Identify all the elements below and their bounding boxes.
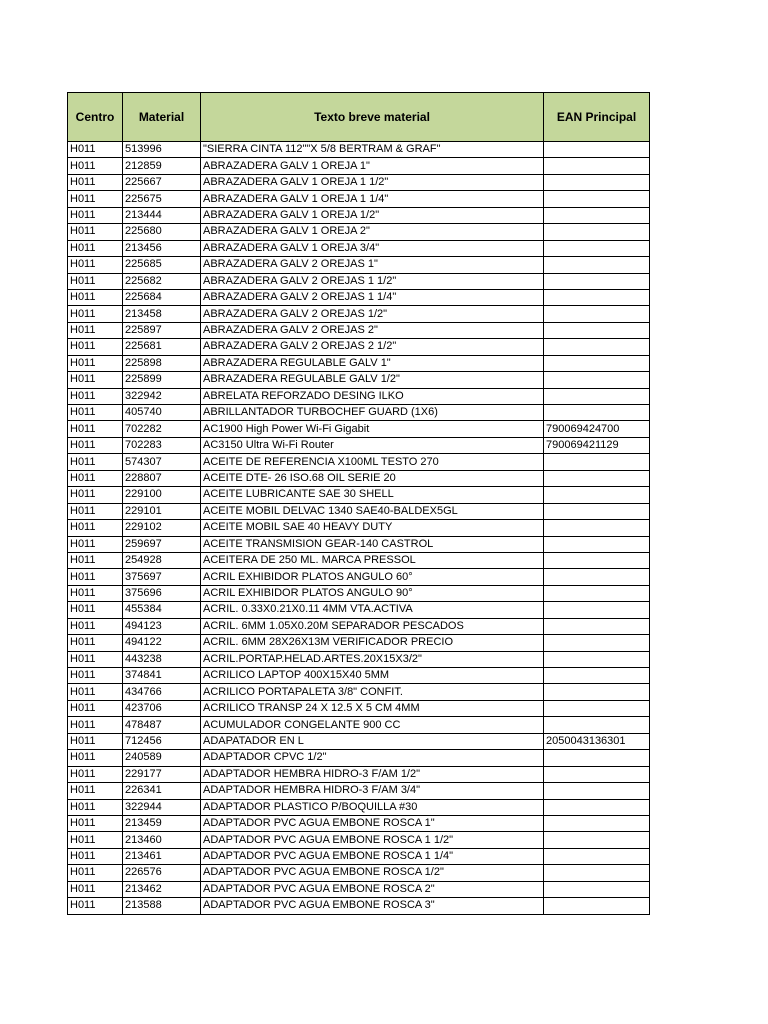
table-row [68, 257, 650, 273]
cell-centro: H011 [68, 815, 123, 831]
cell-ean [544, 684, 650, 700]
cell-material: 434766 [123, 684, 201, 700]
cell-texto-breve: ADAPTADOR HEMBRA HIDRO-3 F/AM 1/2" [201, 766, 544, 782]
table-row [68, 552, 650, 568]
cell-texto-breve: ABRAZADERA GALV 2 OREJAS 1 1/4" [201, 289, 544, 305]
cell-centro: H011 [68, 668, 123, 684]
cell-ean [544, 766, 650, 782]
cell-centro: H011 [68, 569, 123, 585]
cell-texto-breve: ABRAZADERA GALV 2 OREJAS 1/2" [201, 306, 544, 322]
cell-centro: H011 [68, 273, 123, 289]
cell-ean [544, 322, 650, 338]
table-row [68, 503, 650, 519]
table-row [68, 848, 650, 864]
cell-material: 322944 [123, 799, 201, 815]
cell-material: 225899 [123, 372, 201, 388]
cell-texto-breve: ABRILLANTADOR TURBOCHEF GUARD (1X6) [201, 405, 544, 421]
cell-ean [544, 552, 650, 568]
cell-centro: H011 [68, 552, 123, 568]
cell-centro: H011 [68, 684, 123, 700]
cell-material: 225680 [123, 224, 201, 240]
cell-ean [544, 848, 650, 864]
table-row [68, 815, 650, 831]
cell-texto-breve: ABRAZADERA GALV 2 OREJAS 2" [201, 322, 544, 338]
cell-ean [544, 602, 650, 618]
cell-ean [544, 783, 650, 799]
material-table [67, 92, 650, 915]
cell-centro: H011 [68, 322, 123, 338]
cell-material: 225682 [123, 273, 201, 289]
cell-texto-breve: ACRIL. 0.33X0.21X0.11 4MM VTA.ACTIVA [201, 602, 544, 618]
table-row [68, 618, 650, 634]
cell-texto-breve: ACRILICO LAPTOP 400X15X40 5MM [201, 668, 544, 684]
cell-centro: H011 [68, 602, 123, 618]
cell-material: 213462 [123, 881, 201, 897]
cell-centro: H011 [68, 536, 123, 552]
cell-centro: H011 [68, 224, 123, 240]
cell-centro: H011 [68, 733, 123, 749]
cell-texto-breve: ACEITE MOBIL SAE 40 HEAVY DUTY [201, 520, 544, 536]
cell-material: 213588 [123, 898, 201, 914]
table-row [68, 717, 650, 733]
cell-material: 574307 [123, 454, 201, 470]
cell-ean [544, 815, 650, 831]
cell-material: 225898 [123, 355, 201, 371]
cell-ean [544, 569, 650, 585]
table-row [68, 783, 650, 799]
header-texto-breve-material: Texto breve material [201, 93, 544, 142]
cell-material: 478487 [123, 717, 201, 733]
cell-ean [544, 372, 650, 388]
cell-material: 213460 [123, 832, 201, 848]
cell-ean [544, 832, 650, 848]
cell-material: 443238 [123, 651, 201, 667]
table-row [68, 733, 650, 749]
cell-centro: H011 [68, 865, 123, 881]
table-row [68, 240, 650, 256]
table-row [68, 881, 650, 897]
cell-ean [544, 306, 650, 322]
table-row [68, 536, 650, 552]
cell-material: 212859 [123, 158, 201, 174]
cell-centro: H011 [68, 289, 123, 305]
table-row [68, 437, 650, 453]
table-row [68, 355, 650, 371]
cell-texto-breve: ABRAZADERA GALV 1 OREJA 2" [201, 224, 544, 240]
cell-material: 423706 [123, 700, 201, 716]
cell-texto-breve: ADAPTADOR PVC AGUA EMBONE ROSCA 1 1/4" [201, 848, 544, 864]
table-row [68, 322, 650, 338]
cell-centro: H011 [68, 651, 123, 667]
cell-ean [544, 339, 650, 355]
cell-ean [544, 503, 650, 519]
table-row [68, 207, 650, 223]
cell-ean [544, 520, 650, 536]
table-row [68, 569, 650, 585]
cell-ean: 2050043136301 [544, 733, 650, 749]
cell-material: 494123 [123, 618, 201, 634]
header-row [68, 93, 650, 142]
cell-ean [544, 700, 650, 716]
cell-centro: H011 [68, 355, 123, 371]
cell-centro: H011 [68, 437, 123, 453]
cell-texto-breve: ABRAZADERA GALV 2 OREJAS 2 1/2" [201, 339, 544, 355]
cell-ean [544, 881, 650, 897]
cell-material: 226576 [123, 865, 201, 881]
cell-ean [544, 750, 650, 766]
cell-ean [544, 668, 650, 684]
cell-ean [544, 898, 650, 914]
cell-ean [544, 388, 650, 404]
table-row [68, 454, 650, 470]
cell-ean [544, 585, 650, 601]
cell-material: 702283 [123, 437, 201, 453]
cell-centro: H011 [68, 191, 123, 207]
cell-texto-breve: ABRAZADERA GALV 2 OREJAS 1 1/2" [201, 273, 544, 289]
cell-material: 229100 [123, 487, 201, 503]
cell-centro: H011 [68, 848, 123, 864]
cell-texto-breve: ADAPTADOR HEMBRA HIDRO-3 F/AM 3/4" [201, 783, 544, 799]
cell-centro: H011 [68, 783, 123, 799]
cell-texto-breve: ADAPTADOR PLASTICO P/BOQUILLA #30 [201, 799, 544, 815]
cell-material: 225897 [123, 322, 201, 338]
cell-texto-breve: ABRAZADERA GALV 1 OREJA 1 1/4" [201, 191, 544, 207]
cell-texto-breve: ABRAZADERA GALV 1 OREJA 1/2" [201, 207, 544, 223]
cell-material: 226341 [123, 783, 201, 799]
cell-texto-breve: ACUMULADOR CONGELANTE 900 CC [201, 717, 544, 733]
cell-texto-breve: ACEITE MOBIL DELVAC 1340 SAE40-BALDEX5GL [201, 503, 544, 519]
cell-centro: H011 [68, 372, 123, 388]
cell-centro: H011 [68, 158, 123, 174]
cell-texto-breve: ABRAZADERA REGULABLE GALV 1/2" [201, 372, 544, 388]
cell-material: 225681 [123, 339, 201, 355]
cell-texto-breve: ACRILICO PORTAPALETA 3/8" CONFIT. [201, 684, 544, 700]
cell-ean [544, 536, 650, 552]
cell-material: 375696 [123, 585, 201, 601]
table-row [68, 898, 650, 914]
cell-centro: H011 [68, 520, 123, 536]
cell-centro: H011 [68, 881, 123, 897]
cell-centro: H011 [68, 306, 123, 322]
cell-material: 375697 [123, 569, 201, 585]
table-row [68, 339, 650, 355]
cell-centro: H011 [68, 799, 123, 815]
cell-ean [544, 273, 650, 289]
cell-material: 225684 [123, 289, 201, 305]
table-row [68, 191, 650, 207]
cell-ean [544, 865, 650, 881]
table-row [68, 799, 650, 815]
cell-material: 322942 [123, 388, 201, 404]
cell-centro: H011 [68, 240, 123, 256]
cell-texto-breve: ABRAZADERA GALV 1 OREJA 3/4" [201, 240, 544, 256]
header-centro: Centro [68, 93, 123, 142]
cell-ean [544, 191, 650, 207]
table-row [68, 421, 650, 437]
cell-material: 229101 [123, 503, 201, 519]
cell-centro: H011 [68, 454, 123, 470]
header-material: Material [123, 93, 201, 142]
cell-ean [544, 355, 650, 371]
table-row [68, 174, 650, 190]
cell-texto-breve: "SIERRA CINTA 112""X 5/8 BERTRAM & GRAF" [201, 142, 544, 158]
table-row [68, 273, 650, 289]
cell-centro: H011 [68, 700, 123, 716]
cell-texto-breve: ADAPTADOR PVC AGUA EMBONE ROSCA 3" [201, 898, 544, 914]
cell-material: 240589 [123, 750, 201, 766]
cell-centro: H011 [68, 487, 123, 503]
cell-texto-breve: ACRILICO TRANSP 24 X 12.5 X 5 CM 4MM [201, 700, 544, 716]
cell-material: 513996 [123, 142, 201, 158]
cell-material: 213458 [123, 306, 201, 322]
cell-centro: H011 [68, 257, 123, 273]
cell-texto-breve: ADAPTADOR PVC AGUA EMBONE ROSCA 1/2" [201, 865, 544, 881]
cell-texto-breve: ABRAZADERA GALV 1 OREJA 1" [201, 158, 544, 174]
cell-ean [544, 240, 650, 256]
cell-centro: H011 [68, 750, 123, 766]
cell-ean [544, 142, 650, 158]
cell-material: 455384 [123, 602, 201, 618]
cell-texto-breve: ABRAZADERA GALV 1 OREJA 1 1/2" [201, 174, 544, 190]
table-row [68, 750, 650, 766]
cell-material: 374841 [123, 668, 201, 684]
cell-centro: H011 [68, 339, 123, 355]
table-row [68, 766, 650, 782]
cell-centro: H011 [68, 585, 123, 601]
header-ean-principal: EAN Principal [544, 93, 650, 142]
table-row [68, 520, 650, 536]
cell-ean [544, 224, 650, 240]
table-row [68, 142, 650, 158]
cell-texto-breve: ADAPATADOR EN L [201, 733, 544, 749]
cell-centro: H011 [68, 898, 123, 914]
cell-centro: H011 [68, 503, 123, 519]
table-body [68, 142, 650, 915]
cell-material: 494122 [123, 635, 201, 651]
cell-material: 213444 [123, 207, 201, 223]
cell-material: 225675 [123, 191, 201, 207]
cell-texto-breve: ACRIL.PORTAP.HELAD.ARTES.20X15X3/2" [201, 651, 544, 667]
cell-texto-breve: AC1900 High Power Wi-Fi Gigabit [201, 421, 544, 437]
table-row [68, 668, 650, 684]
cell-centro: H011 [68, 142, 123, 158]
cell-texto-breve: ACEITE TRANSMISION GEAR-140 CASTROL [201, 536, 544, 552]
cell-texto-breve: ACEITERA DE 250 ML. MARCA PRESSOL [201, 552, 544, 568]
cell-ean [544, 158, 650, 174]
cell-centro: H011 [68, 405, 123, 421]
cell-material: 254928 [123, 552, 201, 568]
table-row [68, 487, 650, 503]
cell-centro: H011 [68, 832, 123, 848]
cell-ean: 790069424700 [544, 421, 650, 437]
cell-material: 225667 [123, 174, 201, 190]
table-row [68, 832, 650, 848]
cell-ean [544, 635, 650, 651]
cell-centro: H011 [68, 207, 123, 223]
cell-ean: 790069421129 [544, 437, 650, 453]
table-row [68, 158, 650, 174]
table-row [68, 585, 650, 601]
table-row [68, 700, 650, 716]
cell-texto-breve: ACEITE DTE- 26 ISO.68 OIL SERIE 20 [201, 470, 544, 486]
table-row [68, 651, 650, 667]
cell-ean [544, 405, 650, 421]
cell-ean [544, 174, 650, 190]
cell-material: 225685 [123, 257, 201, 273]
cell-centro: H011 [68, 635, 123, 651]
table-row [68, 602, 650, 618]
table-row [68, 224, 650, 240]
cell-material: 712456 [123, 733, 201, 749]
table-row [68, 388, 650, 404]
cell-material: 702282 [123, 421, 201, 437]
cell-material: 213461 [123, 848, 201, 864]
cell-ean [544, 651, 650, 667]
cell-texto-breve: ADAPTADOR PVC AGUA EMBONE ROSCA 2" [201, 881, 544, 897]
cell-material: 213459 [123, 815, 201, 831]
cell-texto-breve: ADAPTADOR CPVC 1/2" [201, 750, 544, 766]
cell-material: 229102 [123, 520, 201, 536]
table-row [68, 372, 650, 388]
cell-ean [544, 207, 650, 223]
cell-texto-breve: ADAPTADOR PVC AGUA EMBONE ROSCA 1 1/2" [201, 832, 544, 848]
cell-centro: H011 [68, 174, 123, 190]
cell-material: 259697 [123, 536, 201, 552]
cell-material: 213456 [123, 240, 201, 256]
cell-ean [544, 289, 650, 305]
cell-ean [544, 487, 650, 503]
cell-material: 405740 [123, 405, 201, 421]
cell-texto-breve: ACEITE DE REFERENCIA X100ML TESTO 270 [201, 454, 544, 470]
cell-texto-breve: ADAPTADOR PVC AGUA EMBONE ROSCA 1" [201, 815, 544, 831]
cell-texto-breve: ACRIL EXHIBIDOR PLATOS ANGULO 90° [201, 585, 544, 601]
cell-texto-breve: ACRIL. 6MM 1.05X0.20M SEPARADOR PESCADOS [201, 618, 544, 634]
cell-ean [544, 454, 650, 470]
cell-centro: H011 [68, 766, 123, 782]
table-row [68, 289, 650, 305]
cell-texto-breve: ABRAZADERA REGULABLE GALV 1" [201, 355, 544, 371]
cell-centro: H011 [68, 618, 123, 634]
cell-texto-breve: AC3150 Ultra Wi-Fi Router [201, 437, 544, 453]
cell-ean [544, 618, 650, 634]
cell-centro: H011 [68, 470, 123, 486]
table-row [68, 306, 650, 322]
table-row [68, 635, 650, 651]
cell-centro: H011 [68, 421, 123, 437]
cell-material: 228807 [123, 470, 201, 486]
table-row [68, 684, 650, 700]
table-row [68, 470, 650, 486]
cell-ean [544, 717, 650, 733]
cell-ean [544, 470, 650, 486]
cell-ean [544, 799, 650, 815]
table-row [68, 865, 650, 881]
cell-texto-breve: ACRIL EXHIBIDOR PLATOS ANGULO 60° [201, 569, 544, 585]
cell-texto-breve: ABRAZADERA GALV 2 OREJAS 1" [201, 257, 544, 273]
table-row [68, 405, 650, 421]
cell-texto-breve: ACRIL. 6MM 28X26X13M VERIFICADOR PRECIO [201, 635, 544, 651]
cell-ean [544, 257, 650, 273]
cell-centro: H011 [68, 717, 123, 733]
cell-texto-breve: ACEITE LUBRICANTE SAE 30 SHELL [201, 487, 544, 503]
cell-centro: H011 [68, 388, 123, 404]
cell-texto-breve: ABRELATA REFORZADO DESING ILKO [201, 388, 544, 404]
cell-material: 229177 [123, 766, 201, 782]
